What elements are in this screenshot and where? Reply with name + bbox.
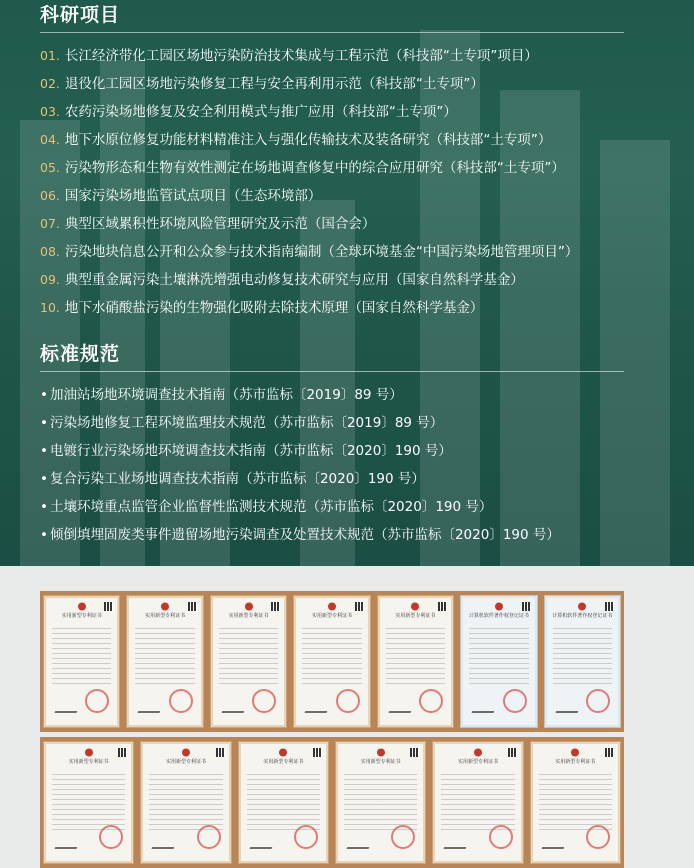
- standard-item: [40, 521, 660, 549]
- standard-item: [40, 465, 660, 493]
- certificate-title: 实用新型专利证书: [263, 759, 304, 765]
- official-seal-icon: [85, 689, 109, 713]
- official-seal-icon: [169, 689, 193, 713]
- project-number: 07.: [40, 216, 60, 231]
- project-number: 09.: [40, 272, 60, 287]
- project-text: 国家污染场地监管试点项目（生态环境部）: [64, 188, 322, 204]
- official-seal-icon: [489, 825, 513, 849]
- official-seal-icon: [336, 689, 360, 713]
- patent-certificate-image: [377, 595, 454, 728]
- qr-code-icon: [410, 748, 419, 757]
- emblem-icon: [77, 602, 87, 611]
- signature-mark: [138, 705, 163, 713]
- bullet-icon: •: [40, 443, 48, 459]
- standard-text: 污染场地修复工程环境监理技术规范（苏市监标〔2019〕89 号）: [49, 415, 444, 431]
- signature-mark: [249, 841, 274, 849]
- research-project-item: [40, 126, 660, 154]
- standard-item: [40, 381, 660, 409]
- certificate-title: 实用新型专利证书: [311, 613, 352, 619]
- official-seal-icon: [586, 689, 610, 713]
- project-number: 06.: [40, 188, 60, 203]
- certificate-title: 计算机软件著作权登记证书: [468, 613, 529, 619]
- patent-certificate-image: [210, 595, 287, 728]
- research-project-item: [40, 182, 660, 210]
- project-number: 03.: [40, 104, 60, 119]
- emblem-icon: [244, 602, 254, 611]
- certificate-title: 实用新型专利证书: [61, 613, 102, 619]
- project-text: 长江经济带化工园区场地污染防治技术集成与工程示范（科技部“土专项”项目）: [64, 48, 538, 64]
- certificate-text-lines: [302, 624, 361, 684]
- patent-certificate-image: [335, 741, 426, 864]
- certificate-title: 实用新型专利证书: [165, 759, 206, 765]
- qr-code-icon: [355, 602, 364, 611]
- research-project-item: [40, 266, 660, 294]
- research-project-item: [40, 154, 660, 182]
- project-number: 01.: [40, 48, 60, 63]
- standard-item: [40, 437, 660, 465]
- signature-mark: [221, 705, 246, 713]
- standards-divider: [40, 371, 624, 372]
- qr-code-icon: [118, 748, 127, 757]
- official-seal-icon: [586, 825, 610, 849]
- certificate-text-lines: [469, 624, 528, 684]
- emblem-icon: [278, 748, 288, 757]
- signature-mark: [444, 841, 469, 849]
- certificate-text-lines: [247, 770, 320, 830]
- certificate-gallery: [0, 566, 694, 868]
- certificate-title: 实用新型专利证书: [395, 613, 436, 619]
- bullet-icon: •: [40, 471, 48, 487]
- qr-code-icon: [605, 748, 614, 757]
- emblem-icon: [410, 602, 420, 611]
- research-project-item: [40, 238, 660, 266]
- signature-mark: [347, 841, 372, 849]
- project-text: 地下水原位修复功能材料精准注入与强化传输技术及装备研究（科技部“土专项”）: [64, 132, 552, 148]
- bullet-icon: •: [40, 527, 48, 543]
- official-seal-icon: [294, 825, 318, 849]
- qr-code-icon: [313, 748, 322, 757]
- patent-certificate-image: [530, 741, 621, 864]
- software-copyright-certificate-image: [544, 595, 621, 728]
- standard-item: [40, 409, 660, 437]
- project-text: 地下水硝酸盐污染的生物强化吸附去除技术原理（国家自然科学基金）: [64, 300, 484, 316]
- software-copyright-certificate-image: [460, 595, 537, 728]
- research-project-item: [40, 294, 660, 322]
- project-text: 污染地块信息公开和公众参与技术指南编制（全球环境基金“中国污染场地管理项目”）: [64, 244, 579, 260]
- signature-mark: [472, 705, 497, 713]
- research-project-item: [40, 98, 660, 126]
- certificate-title: 实用新型专利证书: [360, 759, 401, 765]
- certificate-text-lines: [52, 624, 111, 684]
- certificate-text-lines: [539, 770, 612, 830]
- signature-mark: [555, 705, 580, 713]
- standard-text: 电镀行业污染场地环境调查技术指南（苏市监标〔2020〕190 号）: [49, 443, 452, 459]
- certificate-text-lines: [135, 624, 194, 684]
- research-project-item: [40, 42, 660, 70]
- patent-certificate-image: [432, 741, 523, 864]
- project-text: 农药污染场地修复及安全利用模式与推广应用（科技部“土专项”）: [64, 104, 457, 120]
- emblem-icon: [181, 748, 191, 757]
- qr-code-icon: [216, 748, 225, 757]
- patent-certificate-image: [140, 741, 231, 864]
- signature-mark: [388, 705, 413, 713]
- certificate-text-lines: [386, 624, 445, 684]
- certificate-text-lines: [344, 770, 417, 830]
- emblem-icon: [473, 748, 483, 757]
- qr-code-icon: [438, 602, 447, 611]
- certificate-text-lines: [441, 770, 514, 830]
- certificate-title: 实用新型专利证书: [457, 759, 498, 765]
- signature-mark: [305, 705, 330, 713]
- qr-code-icon: [522, 602, 531, 611]
- patent-certificate-image: [43, 741, 134, 864]
- patent-certificate-image: [43, 595, 120, 728]
- research-project-item: [40, 70, 660, 98]
- patent-certificate-image: [238, 741, 329, 864]
- standard-text: 加油站场地环境调查技术指南（苏市监标〔2019〕89 号）: [49, 387, 403, 403]
- official-seal-icon: [419, 689, 443, 713]
- standards-section-title: 标准规范: [40, 343, 121, 365]
- project-text: 典型重金属污染土壤淋洗增强电动修复技术研究与应用（国家自然科学基金）: [64, 272, 524, 288]
- standards-list: [40, 381, 660, 549]
- certificate-title: 计算机软件著作权登记证书: [552, 613, 613, 619]
- certificate-text-lines: [52, 770, 125, 830]
- emblem-icon: [327, 602, 337, 611]
- project-text: 典型区域累积性环境风险管理研究及示范（国合会）: [64, 216, 376, 232]
- signature-mark: [152, 841, 177, 849]
- signature-mark: [55, 841, 80, 849]
- bullet-icon: •: [40, 415, 48, 431]
- official-seal-icon: [503, 689, 527, 713]
- signature-mark: [541, 841, 566, 849]
- research-project-item: [40, 210, 660, 238]
- standard-text: 土壤环境重点监管企业监督性监测技术规范（苏市监标〔2020〕190 号）: [49, 499, 493, 515]
- qr-code-icon: [605, 602, 614, 611]
- qr-code-icon: [104, 602, 113, 611]
- certificate-title: 实用新型专利证书: [555, 759, 596, 765]
- official-seal-icon: [391, 825, 415, 849]
- emblem-icon: [577, 602, 587, 611]
- standard-text: 倾倒填埋固废类事件遗留场地污染调查及处置技术规范（苏市监标〔2020〕190 号）: [49, 527, 560, 543]
- qr-code-icon: [188, 602, 197, 611]
- emblem-icon: [494, 602, 504, 611]
- research-divider: [40, 32, 624, 33]
- certificate-text-lines: [219, 624, 278, 684]
- certificate-text-lines: [149, 770, 222, 830]
- emblem-icon: [84, 748, 94, 757]
- project-text: 污染物形态和生物有效性测定在场地调查修复中的综合应用研究（科技部“土专项”）: [64, 160, 565, 176]
- bullet-icon: •: [40, 387, 48, 403]
- standard-text: 复合污染工业场地调查技术指南（苏市监标〔2020〕190 号）: [49, 471, 425, 487]
- patent-certificate-image: [126, 595, 203, 728]
- research-project-list: [40, 42, 660, 322]
- certificate-title: 实用新型专利证书: [145, 613, 186, 619]
- certificate-row-2: [40, 737, 624, 868]
- certificate-title: 实用新型专利证书: [68, 759, 109, 765]
- project-number: 08.: [40, 244, 60, 259]
- qr-code-icon: [508, 748, 517, 757]
- qr-code-icon: [271, 602, 280, 611]
- emblem-icon: [570, 748, 580, 757]
- project-text: 退役化工园区场地污染修复工程与安全再利用示范（科技部“土专项”）: [64, 76, 484, 92]
- official-seal-icon: [99, 825, 123, 849]
- certificate-title: 实用新型专利证书: [228, 613, 269, 619]
- project-number: 05.: [40, 160, 60, 175]
- bullet-icon: •: [40, 499, 48, 515]
- signature-mark: [55, 705, 80, 713]
- project-number: 10.: [40, 300, 60, 315]
- project-number: 04.: [40, 132, 60, 147]
- official-seal-icon: [252, 689, 276, 713]
- certificate-row-1: [40, 591, 624, 732]
- emblem-icon: [160, 602, 170, 611]
- certificate-text-lines: [553, 624, 612, 684]
- emblem-icon: [376, 748, 386, 757]
- standard-item: [40, 493, 660, 521]
- research-section-title: 科研项目: [40, 4, 121, 26]
- project-number: 02.: [40, 76, 60, 91]
- official-seal-icon: [197, 825, 221, 849]
- patent-certificate-image: [293, 595, 370, 728]
